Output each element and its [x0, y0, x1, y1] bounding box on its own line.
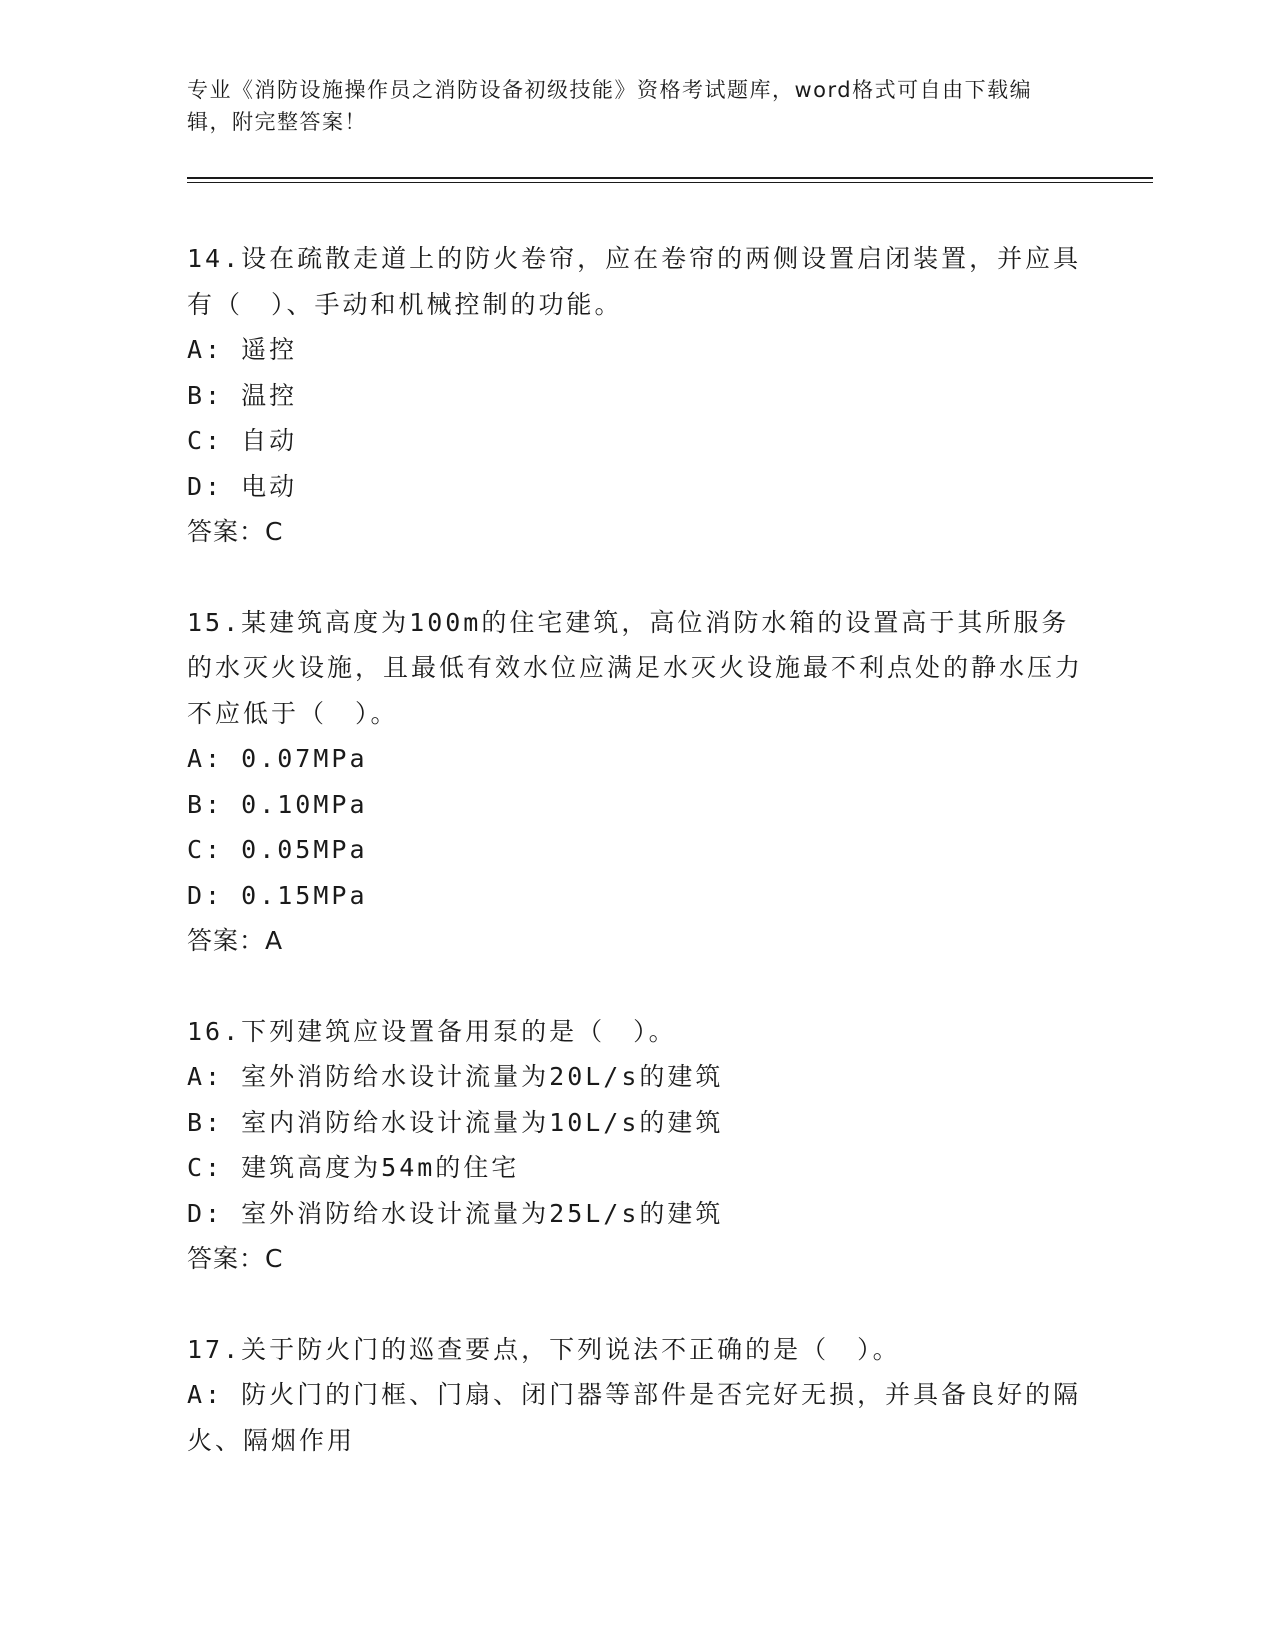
option-b: B: 0.10MPa [187, 789, 368, 819]
answer-line: 答案：C [187, 517, 284, 546]
option-d: D: 室外消防给水设计流量为25L/s的建筑 [187, 1198, 724, 1228]
option-c: C: 0.05MPa [187, 835, 368, 864]
option-b: B: 室内消防给水设计流量为10L/s的建筑 [187, 1107, 724, 1137]
option-c: C: 自动 [187, 426, 298, 455]
option-d: D: 电动 [187, 471, 298, 501]
option-b: B: 温控 [187, 380, 298, 410]
question-stem: 15.某建筑高度为100m的住宅建筑，高位消防水箱的设置高于其所服务的水灭火设施，且最低有效水位应满足水灭火设施最不利点处的静水压力不应低于（ ）。 [187, 607, 1084, 728]
question-stem: 17.关于防火门的巡查要点，下列说法不正确的是（ ）。 [187, 1334, 901, 1364]
header-rule-thick [187, 177, 1153, 179]
question-17 [187, 1327, 1087, 1464]
question-stem: 16.下列建筑应设置备用泵的是（ ）。 [187, 1016, 677, 1046]
question-16 [187, 1009, 1087, 1282]
option-a: A: 防火门的门框、门扇、闭门器等部件是否完好无损，并具备良好的隔火、隔烟作用 [187, 1380, 1082, 1455]
header-rule-thin [187, 182, 1153, 183]
document-header: 专业《消防设施操作员之消防设备初级技能》资格考试题库，word格式可自由下载编辑，附完整答案！ [187, 78, 1033, 134]
option-a: A: 0.07MPa [187, 744, 368, 773]
answer-line: 答案：A [187, 926, 284, 955]
option-c: C: 建筑高度为54m的住宅 [187, 1153, 520, 1182]
question-14 [187, 236, 1087, 555]
question-15 [187, 600, 1087, 964]
question-list [187, 236, 1087, 1508]
option-d: D: 0.15MPa [187, 880, 368, 910]
answer-line: 答案：C [187, 1244, 284, 1273]
option-a: A: 室外消防给水设计流量为20L/s的建筑 [187, 1062, 724, 1091]
question-stem: 14.设在疏散走道上的防火卷帘，应在卷帘的两侧设置启闭装置，并应具有（ ）、手动和机械控制的功能。 [187, 244, 1082, 319]
option-a: A: 遥控 [187, 335, 298, 364]
